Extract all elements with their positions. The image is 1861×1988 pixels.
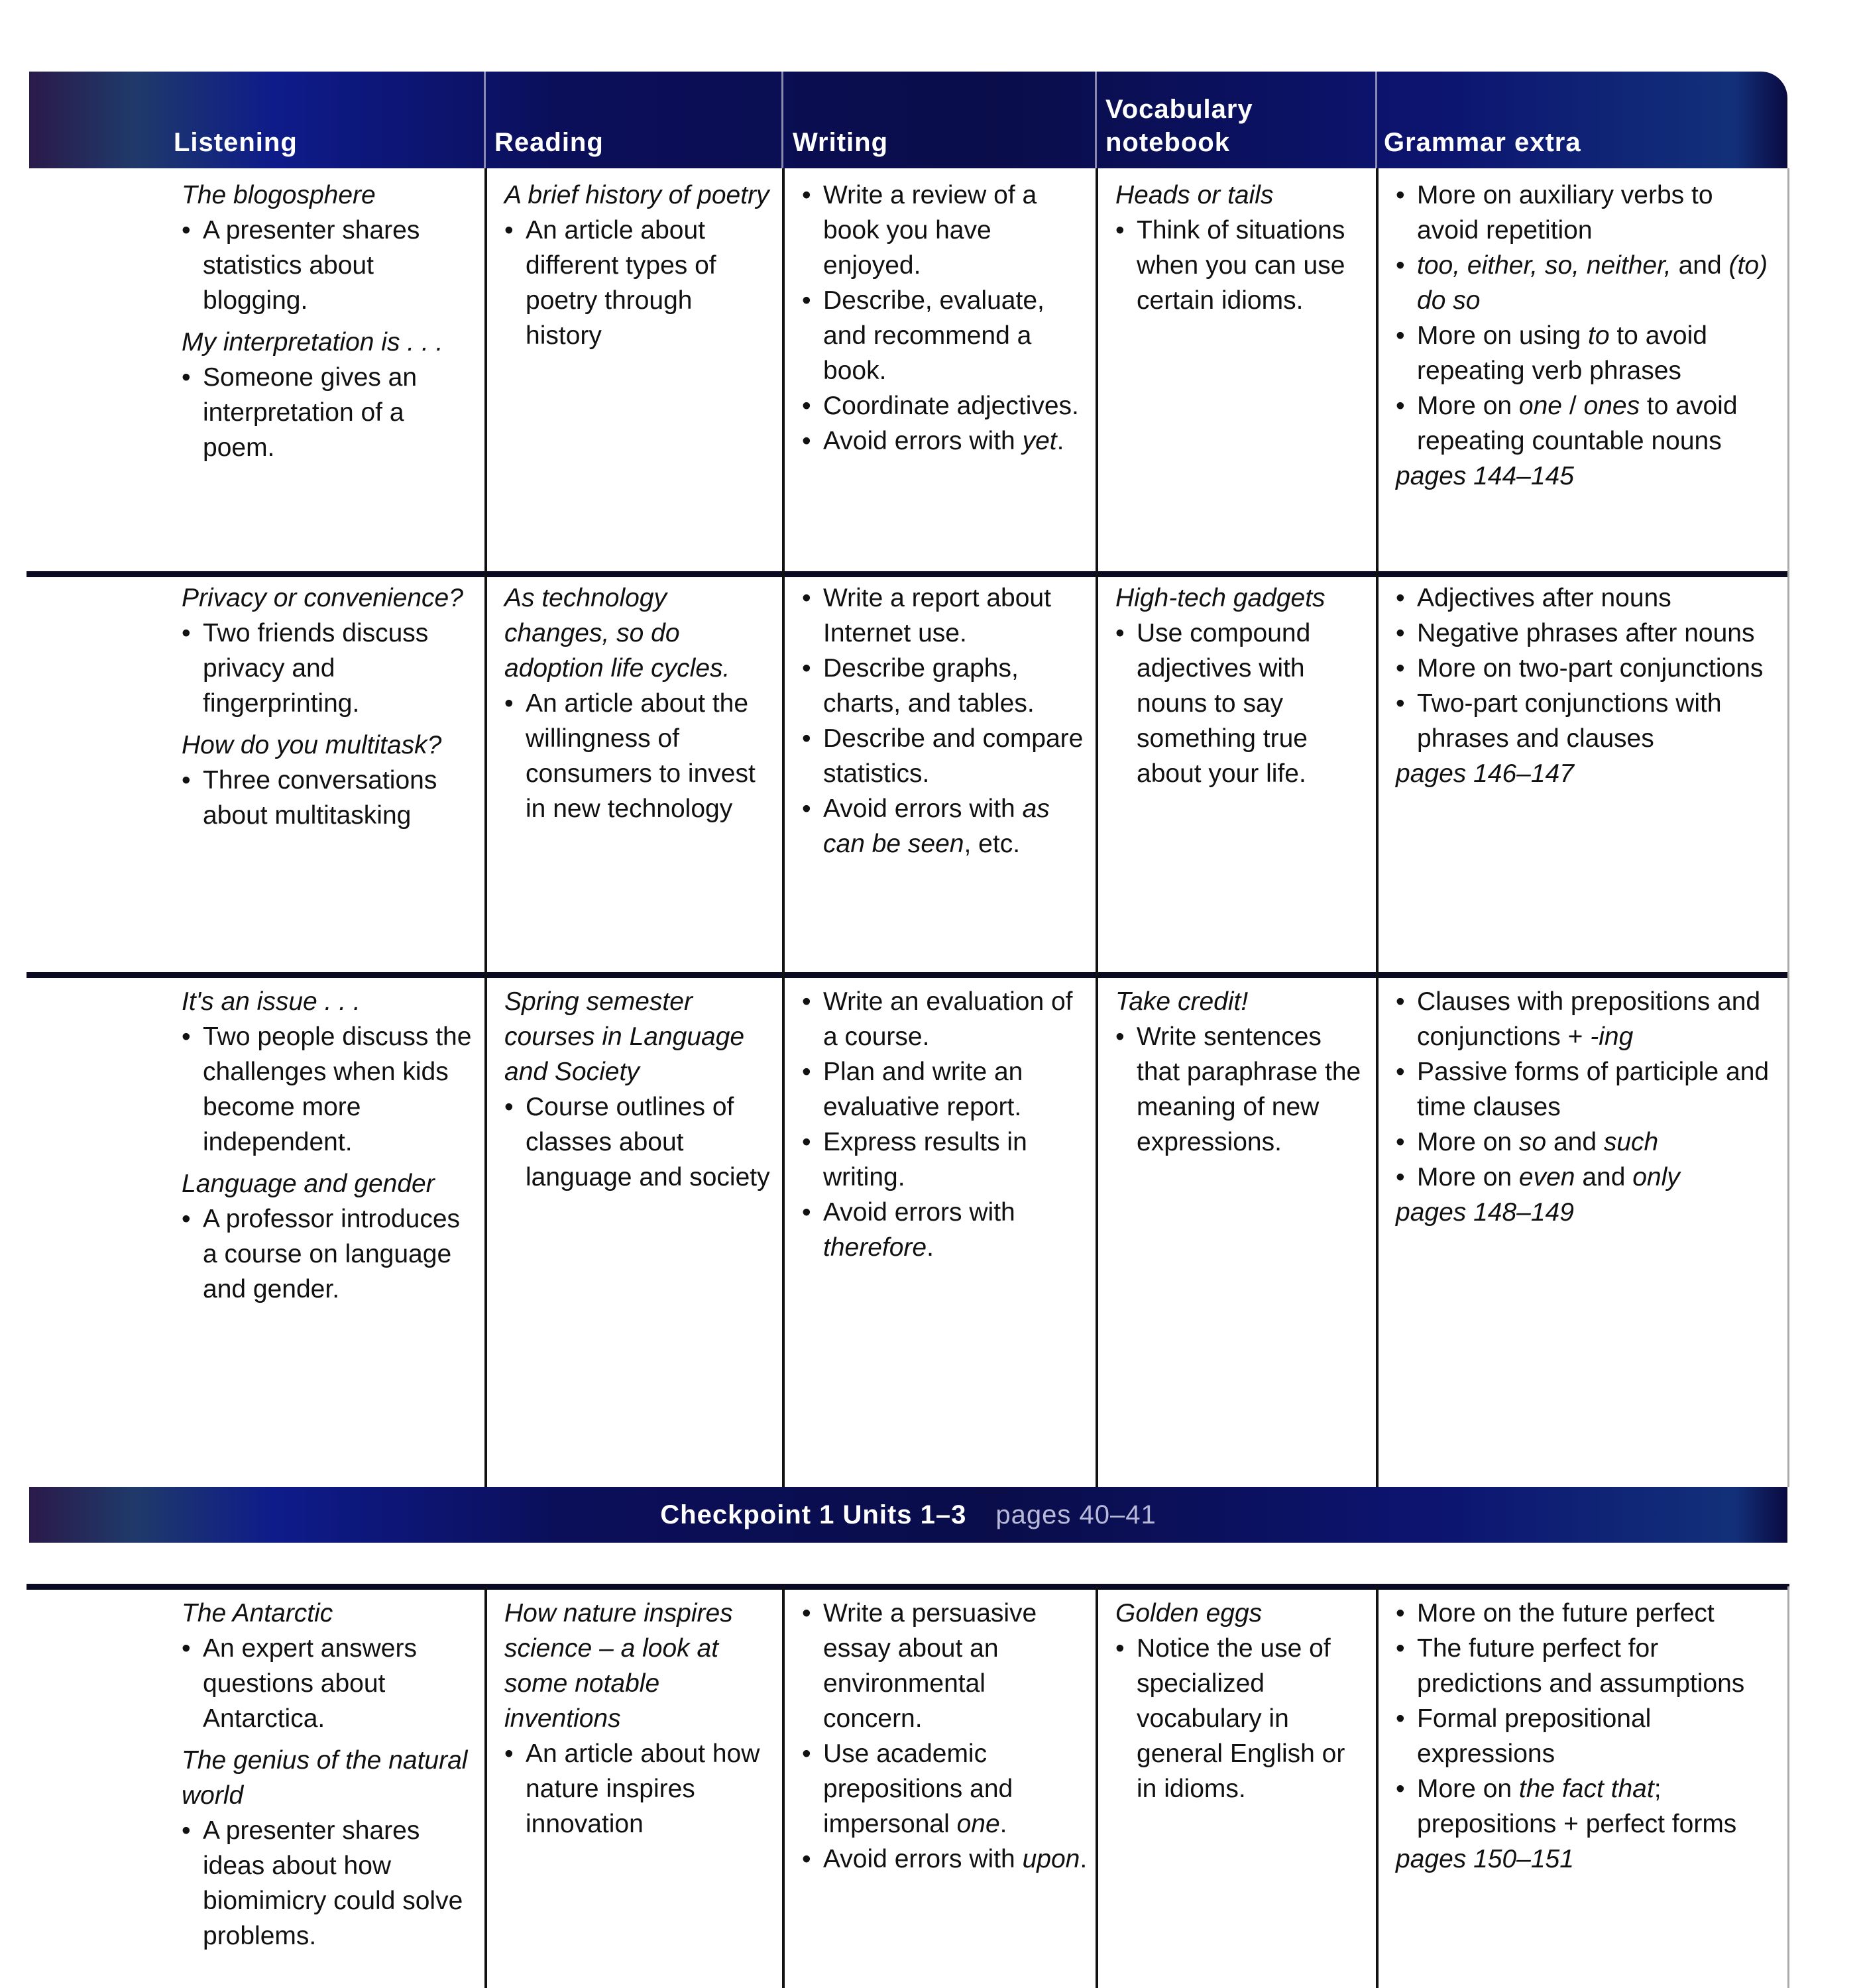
bullet-item: [1396, 1160, 1779, 1195]
text-segment: Two-part conjunctions with phrases and clauses: [1417, 689, 1722, 753]
text-segment: Negative phrases after nouns: [1417, 619, 1755, 647]
bullet-item: [182, 1813, 478, 1954]
topic-title: [182, 1743, 478, 1813]
text-segment: As technology changes, so do adoption life cycles.: [504, 584, 730, 683]
text-segment: the fact that: [1518, 1775, 1654, 1803]
text-segment: How do you multitask?: [182, 731, 442, 759]
bullet-item: [802, 388, 1089, 423]
text-segment: -ing: [1590, 1022, 1634, 1051]
topic-title: [504, 1596, 775, 1736]
bullet-item: [802, 423, 1089, 459]
text-segment: and: [1575, 1163, 1633, 1191]
cell-reading: [504, 580, 775, 826]
text-segment: , etc.: [964, 830, 1021, 858]
text-segment: and: [1671, 251, 1729, 280]
column-divider: [1096, 1586, 1098, 1988]
bullet-item: [182, 763, 478, 833]
text-segment: so: [1518, 1128, 1547, 1156]
column-divider: [782, 975, 785, 1487]
row-divider: [27, 1584, 1789, 1590]
bullet-item: [802, 1125, 1089, 1195]
table-right-edge: [1787, 975, 1789, 1487]
text-segment: Spring semester courses in Language and Society: [504, 987, 745, 1086]
text-segment: More on: [1417, 1128, 1519, 1156]
topic-title: [182, 728, 478, 763]
text-segment: More on two-part conjunctions: [1417, 654, 1764, 683]
cell-listening: [182, 580, 478, 833]
text-segment: More on: [1417, 1775, 1519, 1803]
topic-title: [504, 178, 775, 213]
text-segment: A brief history of poetry: [504, 181, 769, 209]
text-segment: More on auxiliary verbs to avoid repetition: [1417, 181, 1713, 245]
text-segment: Someone gives an interpretation of a poem.: [203, 363, 418, 462]
column-divider: [1096, 571, 1098, 975]
text-segment: yet: [1022, 427, 1057, 455]
bullet-item: [182, 1631, 478, 1736]
text-segment: More on: [1417, 1163, 1519, 1191]
header-vocabulary-notebook: Vocabulary notebook: [1105, 95, 1253, 157]
bullet-item: [1115, 1019, 1369, 1160]
text-segment: Privacy or convenience?: [182, 584, 463, 612]
text-segment: .: [1080, 1845, 1088, 1873]
topic-title: [182, 1596, 478, 1631]
header-divider: [781, 72, 783, 168]
text-segment: Avoid errors with: [823, 1198, 1015, 1227]
column-divider: [782, 1586, 785, 1988]
text-segment: My interpretation is . . .: [182, 328, 443, 357]
bullet-item: [1396, 1596, 1779, 1631]
column-divider: [782, 168, 785, 571]
text-segment: one: [1518, 392, 1562, 420]
page-reference: [1396, 1195, 1779, 1230]
text-segment: A professor introduces a course on language and gender.: [203, 1205, 461, 1303]
text-segment: Avoid errors with: [823, 1845, 1023, 1873]
checkpoint-pages: pages 40–41: [995, 1500, 1156, 1529]
text-segment: even: [1518, 1163, 1575, 1191]
bullet-item: [802, 283, 1089, 388]
text-segment: too, either, so, neither,: [1417, 251, 1671, 280]
topic-title: [182, 1166, 478, 1201]
text-segment: Describe, evaluate, and recommend a book.: [823, 286, 1044, 385]
topic-title: [182, 984, 478, 1019]
text-segment: More on using: [1417, 321, 1588, 350]
bullet-item: [1396, 686, 1779, 756]
column-divider: [1376, 168, 1379, 571]
bullet-item: [504, 1089, 775, 1195]
row-divider: [27, 571, 1789, 577]
page-reference: [1396, 756, 1779, 791]
text-segment: Coordinate adjectives.: [823, 392, 1079, 420]
text-segment: A presenter shares ideas about how biomimicry could solve problems.: [203, 1816, 463, 1950]
cell-listening: [182, 178, 478, 465]
text-segment: to: [1587, 321, 1610, 350]
text-segment: Write an evaluation of a course.: [823, 987, 1073, 1051]
column-divider: [1096, 168, 1098, 571]
bullet-item: [504, 1736, 775, 1842]
bullet-item: [182, 616, 478, 721]
text-segment: Two friends discuss privacy and fingerprinting.: [203, 619, 429, 718]
bullet-item: [1396, 1125, 1779, 1160]
bullet-item: [802, 721, 1089, 791]
cell-grammar: [1396, 984, 1779, 1230]
bullet-item: [802, 1736, 1089, 1842]
checkpoint-label: Checkpoint 1 Units 1–3: [660, 1500, 967, 1529]
column-divider: [1376, 571, 1379, 975]
cell-listening: [182, 1596, 478, 1954]
text-segment: .: [927, 1233, 934, 1262]
text-segment: Plan and write an evaluative report.: [823, 1058, 1023, 1121]
text-segment: to avoid repeating countable nouns: [1417, 392, 1738, 455]
bullet-item: [802, 178, 1089, 283]
column-divider: [1376, 1586, 1379, 1988]
cell-grammar: [1396, 580, 1779, 791]
topic-title: [1115, 580, 1369, 616]
text-segment: Use academic prepositions and impersonal: [823, 1740, 1013, 1838]
topic-title: [182, 325, 478, 360]
text-segment: only: [1632, 1163, 1680, 1191]
bullet-item: [1396, 388, 1779, 459]
bullet-item: [802, 1596, 1089, 1736]
topic-title: [1115, 1596, 1369, 1631]
bullet-item: [1396, 248, 1779, 318]
text-segment: The future perfect for predictions and assumptions: [1417, 1634, 1745, 1698]
bullet-item: [802, 984, 1089, 1054]
text-segment: pages 144–145: [1396, 462, 1574, 490]
text-segment: Adjectives after nouns: [1417, 584, 1671, 612]
text-segment: Heads or tails: [1115, 181, 1274, 209]
bullet-item: [1396, 1771, 1779, 1842]
column-divider: [1376, 975, 1379, 1487]
bullet-item: [1115, 1631, 1369, 1806]
text-segment: ones: [1583, 392, 1640, 420]
bullet-item: [1396, 1054, 1779, 1125]
text-segment: The genius of the natural world: [182, 1746, 468, 1810]
text-segment: Avoid errors with: [823, 795, 1023, 823]
text-segment: Formal prepositional expressions: [1417, 1704, 1652, 1768]
bullet-item: [1396, 616, 1779, 651]
text-segment: .: [999, 1810, 1007, 1838]
header-listening: Listening: [174, 128, 298, 157]
text-segment: Think of situations when you can use certain idioms.: [1137, 216, 1345, 315]
bullet-item: [182, 213, 478, 318]
bullet-item: [504, 686, 775, 826]
cell-writing: [802, 984, 1089, 1265]
table-right-edge: [1787, 571, 1789, 975]
bullet-item: [182, 360, 478, 465]
cell-vocabulary: [1115, 178, 1369, 318]
text-segment: An article about how nature inspires innovation: [526, 1740, 760, 1838]
cell-grammar: [1396, 178, 1779, 494]
text-segment: Golden eggs: [1115, 1599, 1263, 1628]
topic-title: [1115, 178, 1369, 213]
bullet-item: [182, 1019, 478, 1160]
column-divider: [484, 975, 487, 1487]
text-segment: one: [956, 1810, 1000, 1838]
text-segment: Two people discuss the challenges when kids become more independent.: [203, 1022, 472, 1156]
text-segment: upon: [1022, 1845, 1080, 1873]
header-reading: Reading: [494, 128, 604, 157]
cell-listening: [182, 984, 478, 1307]
text-segment: Write a persuasive essay about an environmental concern.: [823, 1599, 1037, 1733]
text-segment: An expert answers questions about Antarctica.: [203, 1634, 417, 1733]
column-divider: [1096, 975, 1098, 1487]
checkpoint-banner: [29, 1487, 1787, 1543]
text-segment: Course outlines of classes about language and society: [526, 1093, 770, 1191]
text-segment: such: [1603, 1128, 1659, 1156]
cell-vocabulary: [1115, 984, 1369, 1160]
text-segment: /: [1561, 392, 1584, 420]
bullet-item: [802, 1842, 1089, 1877]
header-writing: Writing: [793, 128, 889, 157]
cell-reading: [504, 1596, 775, 1842]
page-reference: [1396, 1842, 1779, 1877]
text-segment: Language and gender: [182, 1170, 435, 1198]
column-divider: [484, 1586, 487, 1988]
bullet-item: [802, 791, 1089, 861]
cell-writing: [802, 580, 1089, 861]
bullet-item: [1396, 318, 1779, 388]
header-divider: [1095, 72, 1097, 168]
cell-vocabulary: [1115, 580, 1369, 791]
table-header: [29, 72, 1787, 168]
bullet-item: [1396, 1631, 1779, 1701]
text-segment: ; prepositions + perfect forms: [1417, 1775, 1737, 1838]
topic-title: [504, 580, 775, 686]
column-divider: [484, 168, 487, 571]
text-segment: The Antarctic: [182, 1599, 333, 1628]
column-divider: [484, 571, 487, 975]
text-segment: pages 148–149: [1396, 1198, 1574, 1227]
cell-grammar: [1396, 1596, 1779, 1877]
text-segment: Take credit!: [1115, 987, 1249, 1016]
cell-reading: [504, 984, 775, 1195]
table-right-edge: [1787, 168, 1789, 571]
bullet-item: [802, 651, 1089, 721]
text-segment: Three conversations about multitasking: [203, 766, 437, 830]
topic-title: [182, 580, 478, 616]
text-segment: Clauses with prepositions and conjunctions +: [1417, 987, 1761, 1051]
text-segment: An article about different types of poetry through history: [526, 216, 716, 350]
bullet-item: [802, 580, 1089, 651]
text-segment: therefore: [823, 1233, 927, 1262]
text-segment: Avoid errors with: [823, 427, 1023, 455]
table-right-edge: [1787, 1586, 1789, 1988]
bullet-item: [1115, 616, 1369, 791]
text-segment: An article about the willingness of consumers to invest in new technology: [526, 689, 756, 823]
cell-vocabulary: [1115, 1596, 1369, 1806]
column-divider: [782, 571, 785, 975]
header-divider: [484, 72, 486, 168]
text-segment: Passive forms of participle and time clauses: [1417, 1058, 1770, 1121]
bullet-item: [802, 1195, 1089, 1265]
text-segment: (to) do so: [1417, 251, 1768, 315]
text-segment: Describe graphs, charts, and tables.: [823, 654, 1035, 718]
text-segment: Write a report about Internet use.: [823, 584, 1051, 647]
header-divider: [1375, 72, 1377, 168]
text-segment: and: [1546, 1128, 1604, 1156]
row-divider: [27, 972, 1789, 978]
header-grammar-extra: Grammar extra: [1384, 128, 1581, 157]
bullet-item: [1396, 178, 1779, 248]
bullet-item: [802, 1054, 1089, 1125]
text-segment: A presenter shares statistics about blogging.: [203, 216, 420, 315]
topic-title: [1115, 984, 1369, 1019]
text-segment: to avoid repeating verb phrases: [1417, 321, 1707, 385]
bullet-item: [1396, 984, 1779, 1054]
text-segment: as can be seen: [823, 795, 1050, 858]
bullet-item: [182, 1201, 478, 1307]
cell-reading: [504, 178, 775, 353]
text-segment: Express results in writing.: [823, 1128, 1027, 1191]
bullet-item: [504, 213, 775, 353]
text-segment: High-tech gadgets: [1115, 584, 1325, 612]
text-segment: It's an issue . . .: [182, 987, 361, 1016]
text-segment: Write sentences that paraphrase the meaning of new expressions.: [1137, 1022, 1361, 1156]
bullet-item: [1115, 213, 1369, 318]
text-segment: How nature inspires science – a look at some notable inventions: [504, 1599, 733, 1733]
bullet-item: [1396, 1701, 1779, 1771]
cell-writing: [802, 178, 1089, 459]
text-segment: Describe and compare statistics.: [823, 724, 1084, 788]
topic-title: [182, 178, 478, 213]
text-segment: pages 150–151: [1396, 1845, 1574, 1873]
cell-writing: [802, 1596, 1089, 1877]
text-segment: Write a review of a book you have enjoyed.: [823, 181, 1037, 280]
text-segment: Notice the use of specialized vocabulary in general English or in idioms.: [1137, 1634, 1345, 1803]
text-segment: More on: [1417, 392, 1519, 420]
text-segment: The blogosphere: [182, 181, 376, 209]
bullet-item: [1396, 651, 1779, 686]
bullet-item: [1396, 580, 1779, 616]
text-segment: .: [1056, 427, 1064, 455]
topic-title: [504, 984, 775, 1089]
page-reference: [1396, 459, 1779, 494]
text-segment: pages 146–147: [1396, 759, 1574, 788]
text-segment: Use compound adjectives with nouns to say something true about your life.: [1137, 619, 1311, 788]
text-segment: More on the future perfect: [1417, 1599, 1715, 1628]
